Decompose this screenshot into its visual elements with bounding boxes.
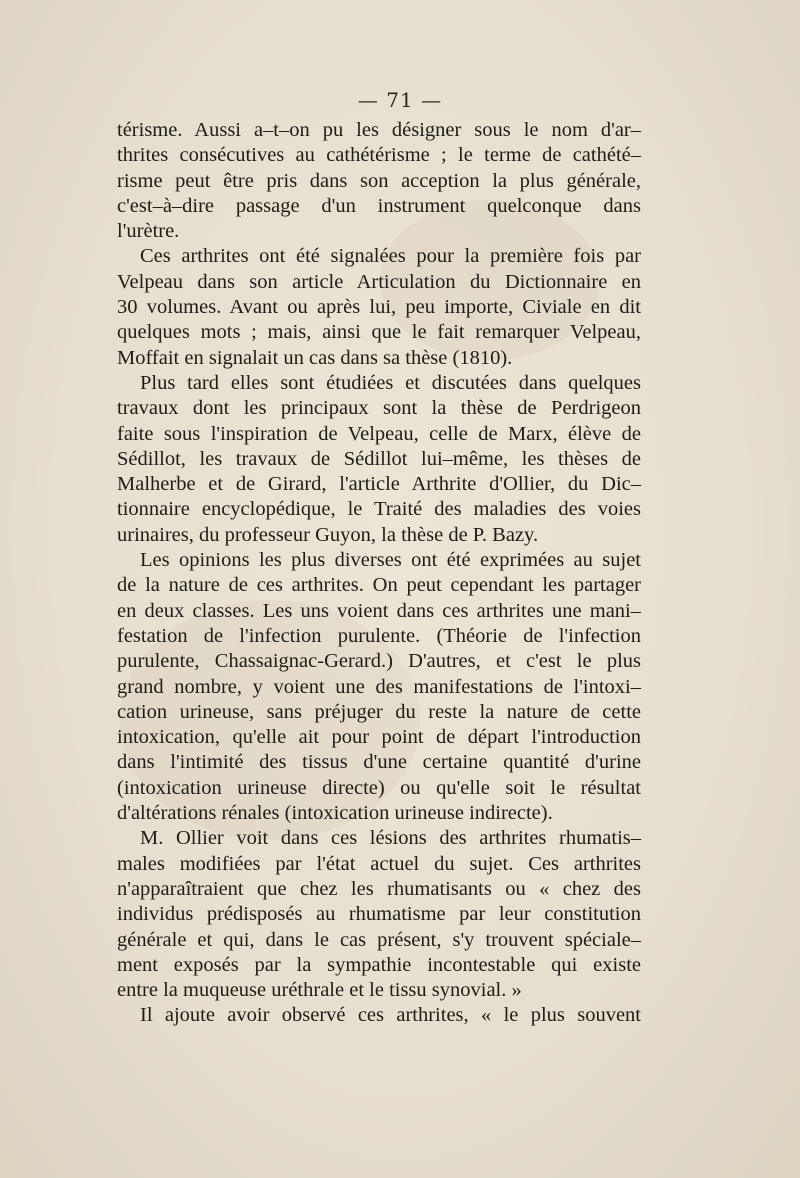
text-line: 30 volumes. Avant ou après lui, peu importe, Civiale en dit (117, 296, 641, 319)
text-line: Il ajoute avoir observé ces arthrites, « le plus souvent (140, 1004, 641, 1027)
text-line: thrites consécutives au cathétérisme ; le terme de cathété– (117, 144, 641, 167)
text-line: Ces arthrites ont été signalées pour la première fois par (140, 245, 641, 268)
text-line: en deux classes. Les uns voient dans ces arthrites une mani– (117, 599, 641, 622)
text-line: urinaires, du professeur Guyon, la thèse de P. Bazy. (117, 523, 539, 546)
text-line: Moffait en signalait un cas dans sa thèse (1810). (117, 346, 513, 369)
page-number: — 71 — (357, 88, 443, 112)
text-line: dans l'intimité des tissus d'une certaine quantité d'urine (117, 751, 641, 774)
text-line: individus prédisposés au rhumatisme par leur constitution (117, 903, 641, 926)
text-line: Les opinions les plus diverses ont été exprimées au sujet (140, 549, 641, 572)
body-text (117, 118, 641, 1029)
text-line: l'urètre. (117, 220, 180, 243)
text-line: Plus tard elles sont étudiées et discutées dans quelques (140, 371, 641, 394)
text-line: entre la muqueuse uréthrale et le tissu synovial. » (117, 979, 522, 1002)
text-line: M. Ollier voit dans ces lésions des arthrites rhumatis– (140, 827, 641, 850)
text-line: générale et qui, dans le cas présent, s'y trouvent spéciale– (117, 928, 641, 951)
text-line: c'est–à–dire passage d'un instrument quelconque dans (117, 194, 641, 217)
text-line: d'altérations rénales (intoxication urineuse indirecte). (117, 802, 553, 825)
text-line: grand nombre, y voient une des manifestations de l'intoxi– (117, 675, 641, 698)
text-line: de la nature de ces arthrites. On peut cependant les partager (117, 574, 641, 597)
text-line: cation urineuse, sans préjuger du reste la nature de cette (117, 700, 641, 723)
text-line: intoxication, qu'elle ait pour point de départ l'introduction (117, 726, 641, 749)
text-line: faite sous l'inspiration de Velpeau, celle de Marx, élève de (117, 422, 641, 445)
text-line: (intoxication urineuse directe) ou qu'elle soit le résultat (117, 776, 641, 799)
text-line: ment exposés par la sympathie incontestable qui existe (117, 953, 641, 976)
text-line: Sédillot, les travaux de Sédillot lui–même, les thèses de (117, 447, 641, 470)
text-line: térisme. Aussi a–t–on pu les désigner sous le nom d'ar– (117, 119, 641, 141)
text-line: Velpeau dans son article Articulation du Dictionnaire en (117, 270, 641, 293)
text-line: festation de l'infection purulente. (Théorie de l'infection (117, 624, 641, 647)
text-line: quelques mots ; mais, ainsi que le fait remarquer Velpeau, (117, 321, 641, 344)
text-line: travaux dont les principaux sont la thèse de Perdrigeon (117, 397, 641, 420)
text-line: n'apparaîtraient que chez les rhumatisants ou « chez des (117, 877, 641, 900)
text-line: risme peut être pris dans son acception la plus générale, (117, 169, 641, 192)
text-line: tionnaire encyclopédique, le Traité des maladies des voies (117, 498, 641, 521)
text-line: males modifiées par l'état actuel du sujet. Ces arthrites (117, 852, 641, 875)
text-line: purulente, Chassaignac-Gerard.) D'autres, et c'est le plus (117, 650, 641, 673)
text-line: Malherbe et de Girard, l'article Arthrite d'Ollier, du Dic– (117, 473, 641, 496)
